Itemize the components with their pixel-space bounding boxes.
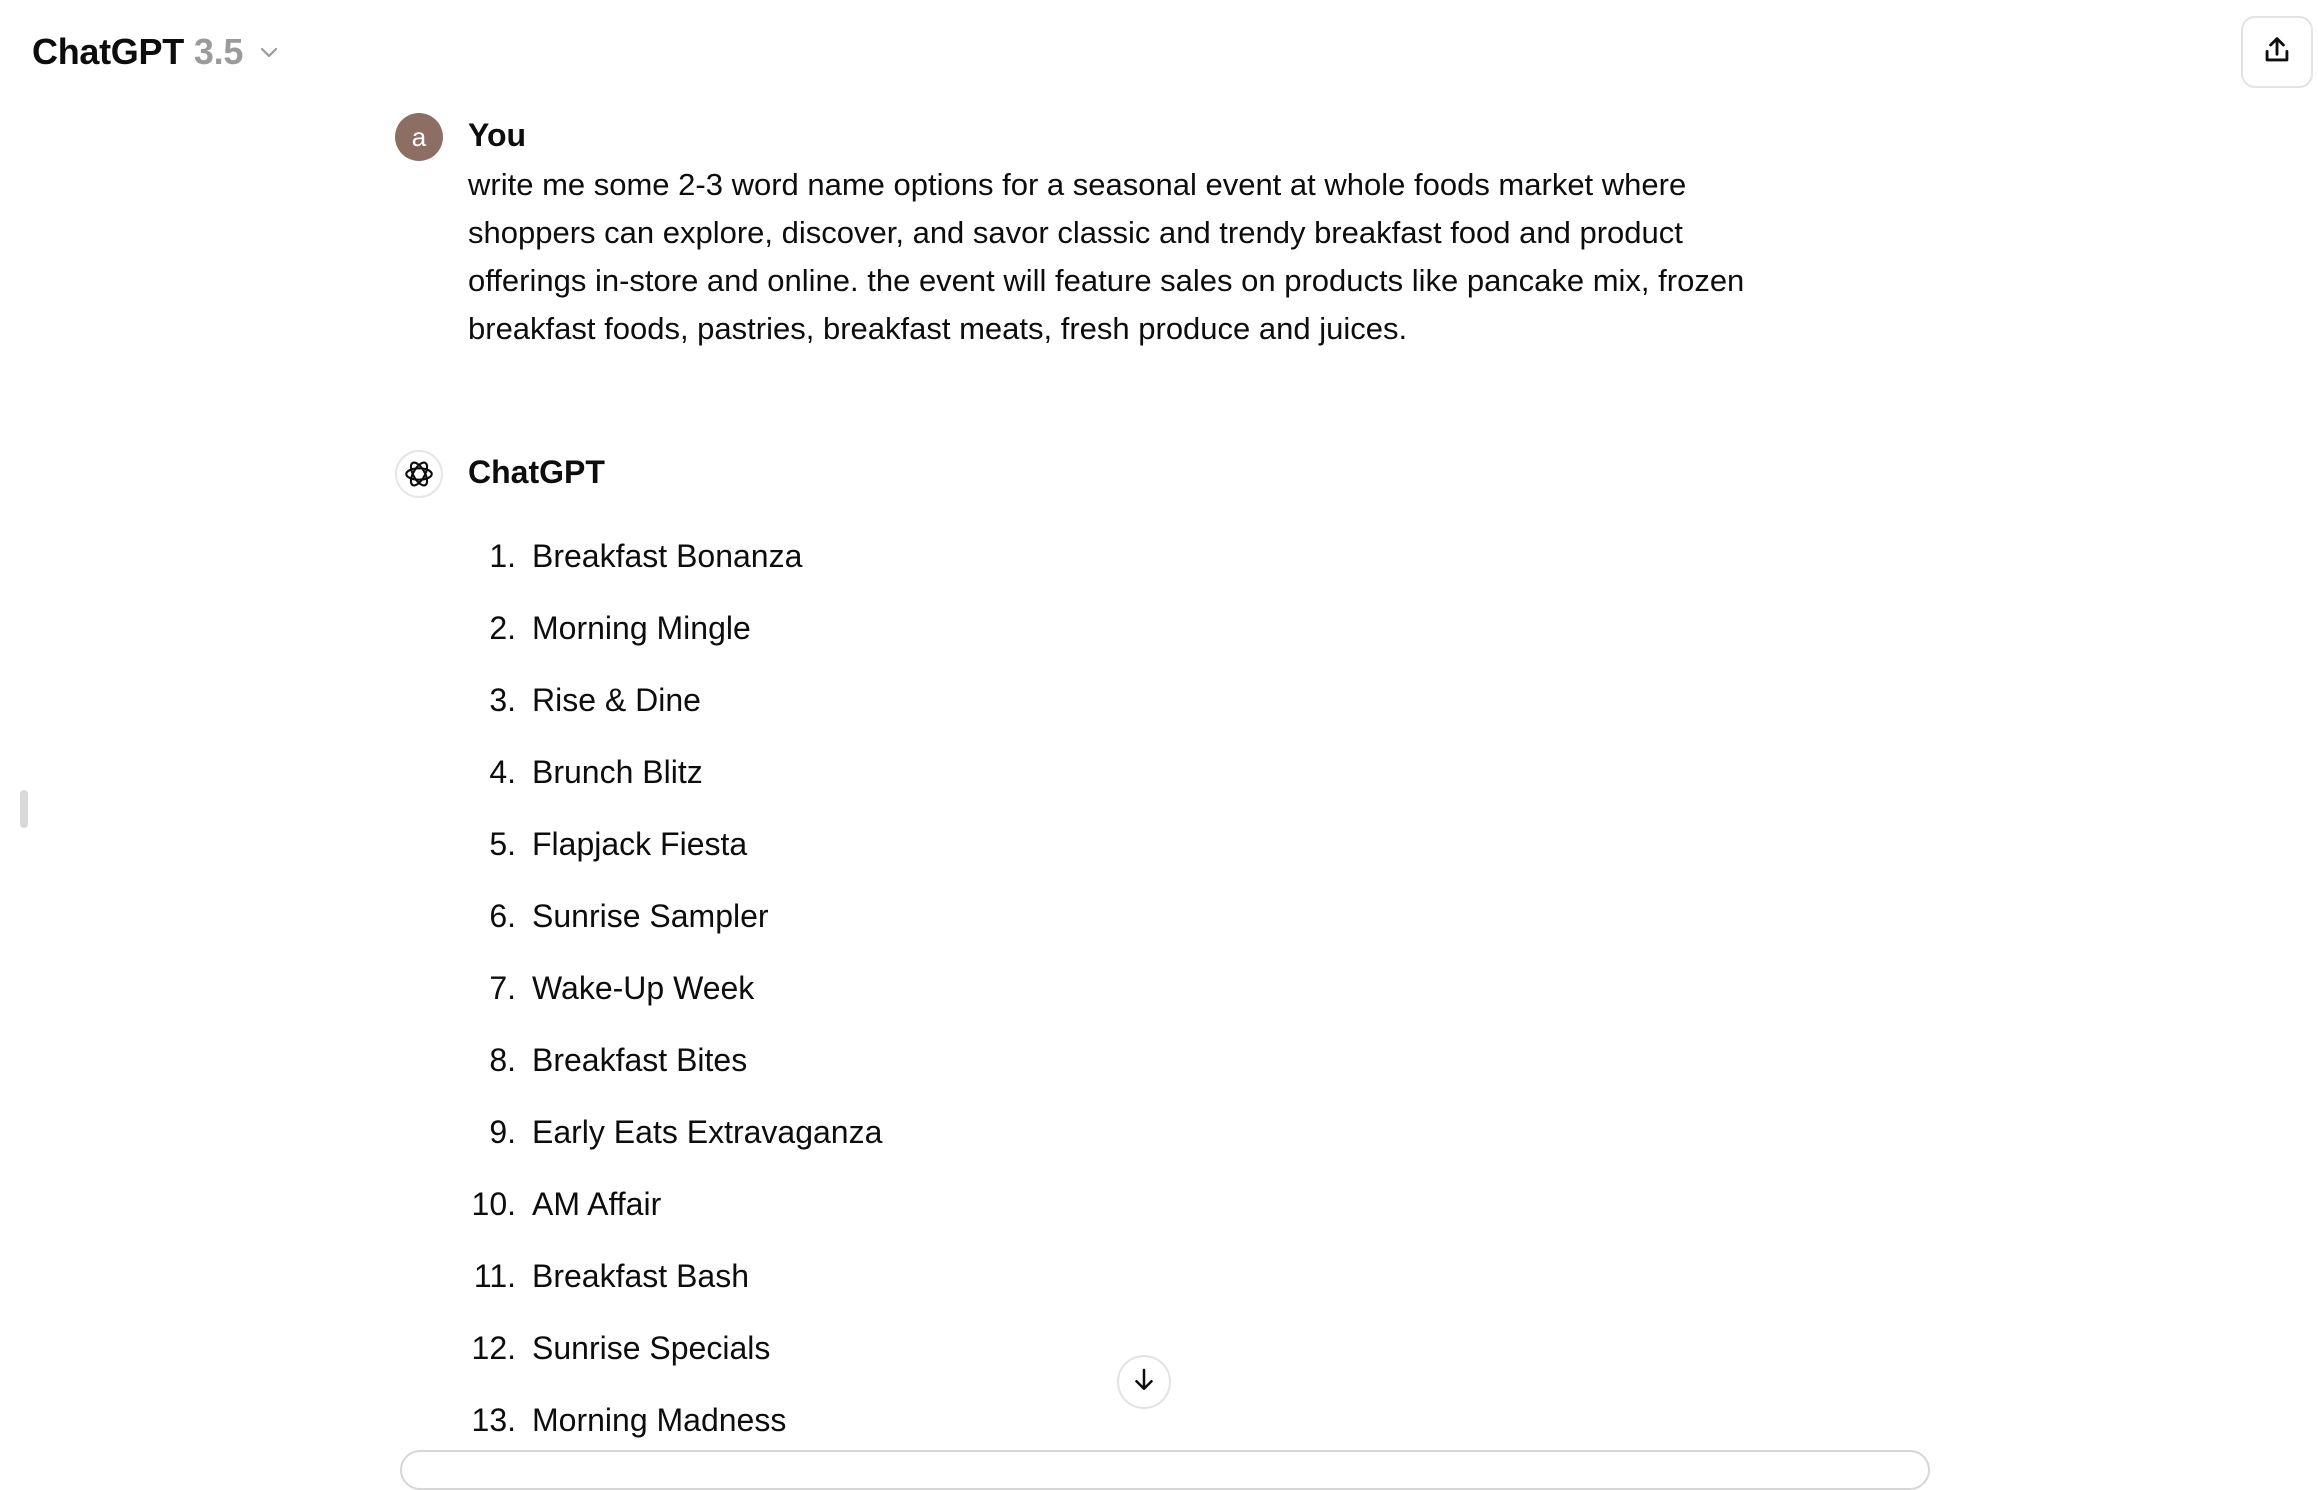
list-item-number: 1. (489, 537, 516, 574)
user-author-name: You (468, 117, 527, 153)
list-item-number: 10. (471, 1185, 516, 1222)
list-item-text: Breakfast Bonanza (532, 537, 803, 574)
list-item-text: Wake-Up Week (532, 969, 755, 1006)
list-item (468, 1312, 882, 1384)
list-item (468, 1240, 882, 1312)
list-item-text: Sunrise Sampler (532, 897, 769, 934)
list-item-text: Morning Madness (532, 1401, 787, 1438)
list-item-number: 2. (489, 609, 516, 646)
openai-logo-icon (395, 450, 443, 498)
model-switcher[interactable] (20, 20, 293, 84)
list-item (468, 520, 882, 592)
list-item-number: 9. (489, 1113, 516, 1150)
assistant-author-name: ChatGPT (468, 454, 605, 490)
list-item-number: 5. (489, 825, 516, 862)
list-item-text: AM Affair (532, 1185, 662, 1222)
list-item-text: Flapjack Fiesta (532, 825, 748, 862)
list-item-number: 13. (471, 1401, 516, 1438)
list-item-text: Breakfast Bash (532, 1257, 749, 1294)
share-button[interactable] (2241, 16, 2313, 88)
list-item-text: Early Eats Extravaganza (532, 1113, 883, 1150)
list-item-text: Breakfast Bites (532, 1041, 748, 1078)
header (0, 0, 2318, 104)
list-item (468, 1024, 882, 1096)
share-icon (2260, 33, 2294, 72)
list-item (468, 952, 882, 1024)
answer-list (468, 520, 882, 1456)
assistant-message (395, 450, 1845, 1450)
arrow-down-icon (1129, 1365, 1159, 1400)
list-item (468, 1168, 882, 1240)
list-item (468, 808, 882, 880)
list-item-text: Brunch Blitz (532, 753, 703, 790)
user-message (395, 113, 1845, 373)
list-item-number: 3. (489, 681, 516, 718)
list-item-number: 4. (489, 753, 516, 790)
chevron-down-icon (257, 40, 281, 64)
sidebar-toggle-handle[interactable] (20, 790, 28, 828)
model-name: ChatGPT (32, 31, 184, 72)
user-message-text: write me some 2-3 word name options for a seasonal event at whole foods market where shoppers can explore, discover, and savor classic and trendy breakfast food and product offerings in-store and online. the event will feature sales on products like pancake mix, frozen breakfast foods, pastries, breakfast meats, fresh produce and juices. (468, 167, 1745, 346)
list-item (468, 592, 882, 664)
list-item (468, 1384, 882, 1456)
scroll-to-bottom-button[interactable] (1117, 1355, 1171, 1409)
list-item (468, 664, 882, 736)
list-item-number: 12. (471, 1329, 516, 1366)
list-item-text: Sunrise Specials (532, 1329, 771, 1366)
list-item-number: 8. (489, 1041, 516, 1078)
list-item-number: 6. (489, 897, 516, 934)
list-item-number: 7. (489, 969, 516, 1006)
list-item-text: Rise & Dine (532, 681, 701, 718)
list-item-number: 11. (473, 1257, 516, 1294)
list-item (468, 880, 882, 952)
user-avatar-letter: a (411, 121, 427, 152)
message-composer[interactable] (400, 1450, 1930, 1490)
model-version: 3.5 (193, 31, 244, 72)
list-item (468, 1096, 882, 1168)
list-item-text: Morning Mingle (532, 609, 751, 646)
list-item (468, 736, 882, 808)
user-avatar (395, 113, 443, 161)
